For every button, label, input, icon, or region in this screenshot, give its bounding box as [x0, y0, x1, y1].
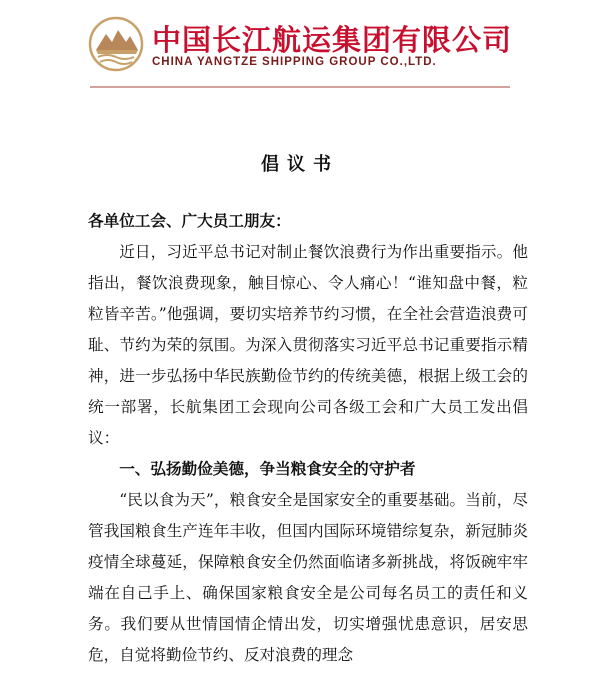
paragraph-food-security: “民以食为天”，粮食安全是国家安全的重要基础。当前，尽管我国粮食生产连年丰收，但国内国际环境错综复杂，新冠肺炎疫情全球蔓延，保障粮食安全仍然面临诸多新挑战，将饭碗牢牢端在自己手上、确保国家粮食安全是公司每名员工的责任和义务。我们要从世情国情企情出发，切实增强忧患意识，居安思危，自觉将勤俭节约、反对浪费的理念 [88, 491, 528, 664]
document-body [88, 206, 528, 671]
letterhead [88, 16, 513, 76]
salutation: 各单位工会、广大员工朋友： [88, 212, 291, 230]
header-divider [90, 86, 510, 88]
mountain-river-logo-icon [88, 16, 144, 72]
document-title: 倡议书 [261, 154, 339, 175]
company-name-cn: 中国长江航运集团有限公司 [152, 23, 513, 57]
company-name-en: CHINA YANGTZE SHIPPING GROUP CO.,LTD. [152, 56, 437, 68]
section-heading-1: 一、弘扬勤俭美德，争当粮食安全的守护者 [119, 460, 416, 478]
paragraph-intro: 近日，习近平总书记对制止餐饮浪费行为作出重要指示。他指出，餐饮浪费现象，触目惊心、令人痛心！“谁知盘中餐，粒粒皆辛苦。”他强调，要切实培养节约习惯，在全社会营造浪费可耻、节约为荣的氛围。为深入贯彻落实习近平总书记重要指示精神，进一步弘扬中华民族勤俭节约的传统美德，根据上级工会的统一部署，长航集团工会现向公司各级工会和广大员工发出倡议： [88, 243, 528, 447]
